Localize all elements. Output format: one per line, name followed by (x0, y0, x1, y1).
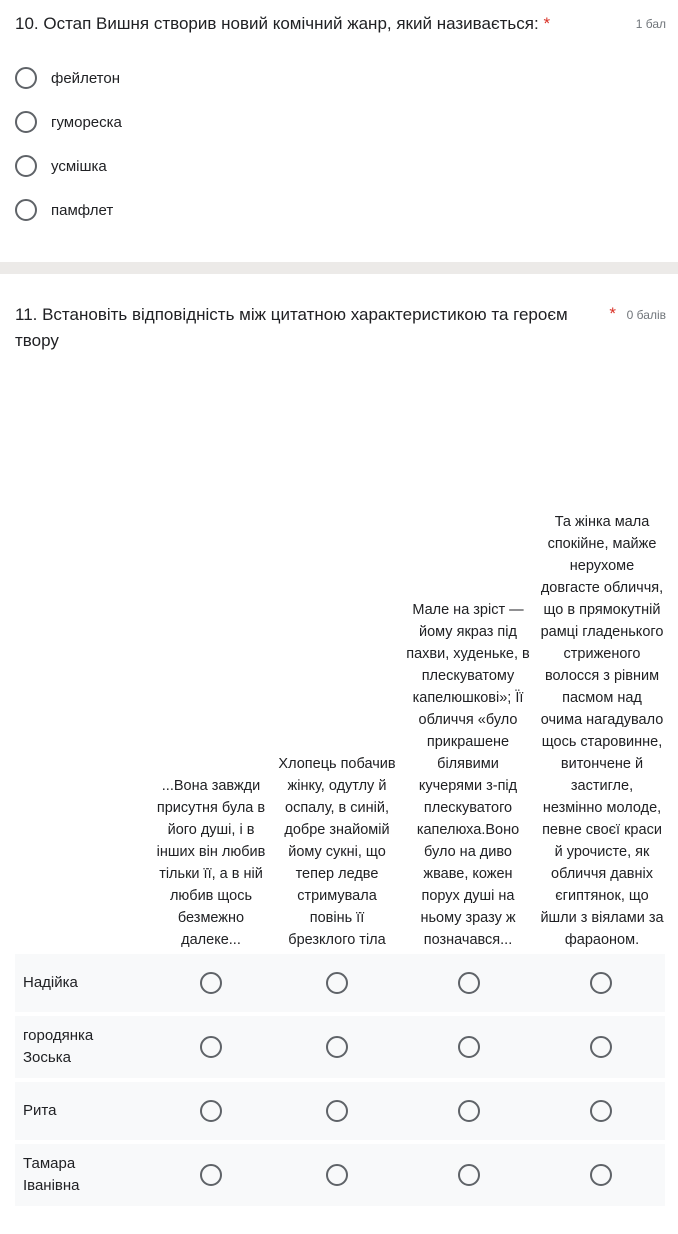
grid-row-label: городянка Зоська (23, 1027, 94, 1066)
grid-column-header-2: Хлопець побачив жінку, одутлу й оспалу, в синій, добре знайомій йому сукні, що тепер ледве стримувала повінь її брезклого тіла (278, 756, 396, 948)
option-pamflet[interactable] (15, 195, 113, 225)
grid-radio-r2-c3[interactable] (458, 1036, 480, 1058)
radio-button[interactable] (15, 67, 37, 89)
option-feileton[interactable] (15, 63, 120, 93)
grid-radio-r2-c4[interactable] (590, 1036, 612, 1058)
option-usmishka[interactable] (15, 151, 107, 181)
grid-radio-r3-c2[interactable] (326, 1100, 348, 1122)
grid-radio-r4-c4[interactable] (590, 1164, 612, 1186)
radio-button[interactable] (15, 111, 37, 133)
question-10-text: 10. Остап Вишня створив новий комічний жанр, який називається: (15, 14, 539, 33)
option-label: гумореска (51, 113, 122, 131)
radio-button[interactable] (15, 155, 37, 177)
radio-button[interactable] (15, 199, 37, 221)
option-label: усмішка (51, 157, 107, 175)
grid-radio-r2-c1[interactable] (200, 1036, 222, 1058)
grid-radio-r4-c2[interactable] (326, 1164, 348, 1186)
grid-row-zoska (15, 1016, 665, 1078)
grid-radio-r1-c2[interactable] (326, 972, 348, 994)
required-asterisk: * (543, 14, 551, 33)
grid-column-header-4: Та жінка мала спокійне, майже нерухоме довгасте обличчя, що в прямокутній рамці гладенького стриженого волосся з рівним пасмом над очима нагадувало щось старовинне, витончене й застигле, незмінно молоде, певне своєї краси й урочисте, як обличчя давніх єгиптянок, що йшли з віялами за фараоном. (540, 514, 664, 948)
grid-column-header-1: ...Вона завжди присутня була в його душі, і в інших він любив тільки її, а в ній любив щось безмежно далеке... (156, 778, 266, 948)
option-label: фейлетон (51, 69, 120, 87)
grid-radio-r1-c4[interactable] (590, 972, 612, 994)
grid-radio-r1-c3[interactable] (458, 972, 480, 994)
grid-radio-r3-c1[interactable] (200, 1100, 222, 1122)
required-asterisk: * (609, 304, 616, 323)
section-divider (0, 262, 678, 274)
grid-row-ryta (15, 1082, 665, 1140)
grid-row-nadiika (15, 954, 665, 1012)
question-10-title (15, 12, 615, 36)
option-humoreska[interactable] (15, 107, 122, 137)
grid-radio-r2-c2[interactable] (326, 1036, 348, 1058)
question-11-card (0, 274, 678, 1234)
grid-row-label: Тамара Іванівна (23, 1155, 80, 1194)
question-11-title: 11. Встановіть відповідність між цитатною характеристикою та героєм твору (15, 305, 568, 350)
question-11-points: 0 балів (626, 308, 666, 322)
grid-radio-r1-c1[interactable] (200, 972, 222, 994)
grid-row-label: Рита (23, 1102, 57, 1119)
grid-row-label: Надійка (23, 974, 78, 991)
grid-radio-r4-c3[interactable] (458, 1164, 480, 1186)
grid-column-header-3: Мале на зріст — йому якраз під пахви, худеньке, в плескуватому капелюшкові»; Її обличчя «було прикрашене білявими кучерями з-під плескуватого капелюха.Воно було на диво жваве, кожен порух душі на ньому зразу ж позначався... (406, 602, 530, 948)
grid-radio-r4-c1[interactable] (200, 1164, 222, 1186)
grid-radio-r3-c3[interactable] (458, 1100, 480, 1122)
question-10-points: 1 бал (635, 17, 666, 31)
grid-row-tamara (15, 1144, 665, 1206)
grid-radio-r3-c4[interactable] (590, 1100, 612, 1122)
option-label: памфлет (51, 201, 114, 219)
question-10-card (0, 0, 678, 262)
